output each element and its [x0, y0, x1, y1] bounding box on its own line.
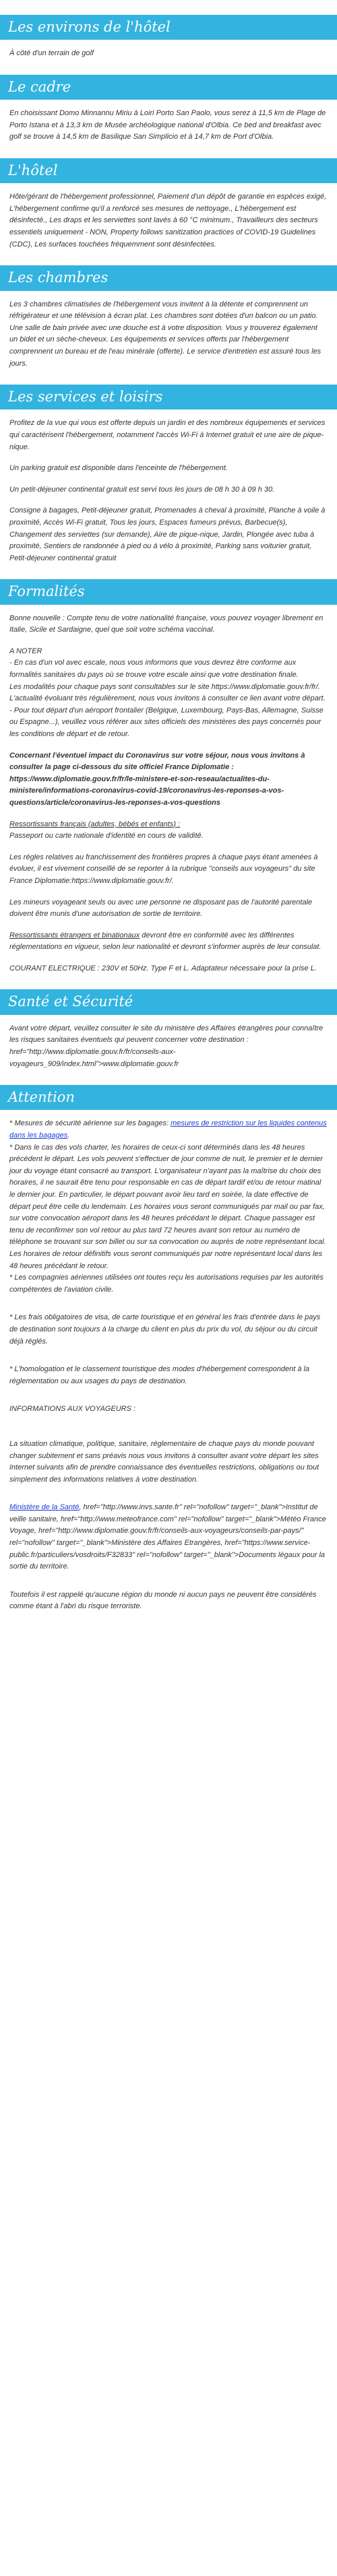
attention-p3: * Les compagnies aériennes utilisées ont toutes reçu les autorisations requises par les autorités compétentes de l'aviation civile. [9, 1274, 324, 1294]
chambres-text: Les 3 chambres climatisées de l'hébergement vous invitent à la détente et comprennent un réfrigérateur et une télévision à écran plat. Les chambres sont dotées d'un balcon ou un patio. Une salle de bain privée avec une douche est à votre disposition. Vous y trouverez également un bidet et un sèche-cheveux. Les équipements et services offerts par l'hébergement comprennent un bureau et de l'eau minérale (offerte). Le service d'entretien est assuré tous les jours. [9, 300, 321, 368]
section-title-cadre: Le cadre [0, 75, 337, 100]
formalites-note [9, 646, 328, 741]
services-item: Profitez de la vue qui vous est offerte depuis un jardin et des nombreux équipements et services qui caractérisent l'hébergement, notamment l'accès Wi-Fi à Internet gratuit et une aire de pique-nique. [9, 419, 326, 451]
ressortissants-text: Passeport ou carte nationale d'identité en cours de validité. [9, 832, 204, 840]
section-sante [0, 989, 337, 1070]
attention-p2: * Dans le cas des vols charter, les horaires de ceux-ci sont déterminés dans les 48 heures précédent le départ. Les vols peuvent s'effectuer de jour comme de nuit, le premier et le dernier jour du voyage étant consacré au transport. L'organisateur n'ayant pas la maîtrise du choix des horaires, il ne saurait être tenu pour responsable en cas de départ tardif et/ou de retour matinal le dernier jour. En particulier, le départ pouvant avoir lieu tard en soirée, la date effective de départ peut être celle du lendemain. Les horaires vous seront communiqués par mail ou par fax, sur votre convocation aéroport dans les 48 heures précédant le départ. Chaque passager est tenu de reconfirmer son vol retour au plus tard 72 heures avant son retour au numéro de téléphone se trouvant sur son billet ou sur sa convocation ou auprès de notre représentant local. Les horaires de retour définitifs vous seront communiqués par notre représentant local dans les 48 heures précédant le retour. [9, 1143, 326, 1270]
cadre-text: En choisissant Domo Minnannu Miriu à Loiri Porto San Paolo, vous serez à 11,5 km de Plage de Porto Istana et à 13,3 km de Musée archéologique national d'Olbia. Ce bed and breakfast avec golf se trouve à 14,5 km de Basilique San Simplicio et à 14,7 km de Port d'Olbia. [9, 109, 326, 141]
section-title-services: Les services et loisirs [0, 385, 337, 409]
formalites-note-line: Les modalités pour chaque pays sont consultables sur le site https://www.diplomatie.gouv.fr/fr/. L'actualité évoluant très régulièrement, nous vous invitons à consulter ce lien avant votre départ. [9, 682, 326, 703]
section-title-environs: Les environs de l'hôtel [0, 15, 337, 40]
section-title-sante: Santé et Sécurité [0, 989, 337, 1014]
attention-p1-prefix: * Mesures de sécurité aérienne sur les bagages: [9, 1119, 171, 1128]
section-attention [0, 1085, 337, 1613]
services-list [9, 418, 328, 564]
attention-p4: * Les frais obligatoires de visa, de carte touristique et en général les frais d'entrée dans le pays de destination sont toujours à la charge du client en plus du prix du vol, du séjour ou du circuit déjà réglés. [9, 1313, 321, 1346]
formalites-mineurs: Les mineurs voyageant seuls ou avec une personne ne disposant pas de l'autorité parentale doivent être munis d'une autorisation de sortie de territoire. [9, 898, 313, 919]
ministere-sante-link[interactable]: Ministère de la Santé [9, 1503, 80, 1512]
formalites-note-title: A NOTER [9, 647, 42, 655]
attention-p9: Toutefois il est rappelé qu'aucune région du monde ni aucun pays ne peuvent être considérés comme étant à l'abri du risque terroriste. [9, 1590, 317, 1611]
formalites-note-line: - En cas d'un vol avec escale, nous vous informons que vous devrez être conforme aux formalités sanitaires du pays où se trouve votre escale ainsi que votre destination finale. [9, 659, 299, 679]
section-services [0, 385, 337, 564]
attention-p7: La situation climatique, politique, sanitaire, réglementaire de chaque pays du monde pouvant changer subitement et sans préavis nous vous invitons à consulter avant votre départ les sites Internet suivants afin de prendre connaissance des éventuelles restrictions, obligations ou tout simplement des informations relatives à votre destination. [9, 1439, 319, 1484]
hotel-text: Hôte/gérant de l'hébergement professionnel, Paiement d'un dépôt de garantie en espèces exigé, L'hébergement confirme qu'il a renforcé ses mesures de nettoyage., L'hébergement est désinfecté., Les draps et les serviettes sont lavés à 60 °C minimum., Travailleurs des secteurs essentiels uniquement - NON, Property follows sanitization practices of COVID-19 Guidelines (CDC), Les surfaces touchées fréquemment sont désinfectées. [9, 193, 327, 249]
attention-p5: * L'homologation et le classement touristique des modes d'hébergement correspondent à la réglementation ou aux usages du pays de destination. [9, 1365, 310, 1385]
ressortissants-label: Ressortissants français (adultes, bébés et enfants) : [9, 820, 181, 828]
etrangers-text: devront être en conformité avec les différentes réglementations en vigueur, selon leur nationalité et devront s'informer auprès de leur consulat. [9, 931, 321, 952]
section-chambres [0, 265, 337, 370]
bagages-restriction-link[interactable]: mesures de restriction sur les liquides contenus dans les bagages [9, 1119, 327, 1140]
section-hotel [0, 158, 337, 251]
attention-p8-rest: , href="http://www.invs.sante.fr" rel="nofollow" target="_blank">Institut de veille sanitaire, href="http://www.meteofrance.com" rel="nofollow" target="_blank">Météo France Voyage, href="http://www.diplomatie.gouv.fr/fr/conseils-aux-voyageurs/conseils-par-pays/" rel="nofollow" target="_blank">Ministère des Affaires Etrangères, href="https://www.service-public.fr/particuliers/vosdroits/F32833" rel="nofollow" target="_blank">Documents légaux pour la sortie du territoire. [9, 1503, 326, 1571]
section-title-chambres: Les chambres [0, 265, 337, 290]
attention-p6: INFORMATIONS AUX VOYAGEURS : [9, 1405, 136, 1414]
services-item: Un parking gratuit est disponible dans l'enceinte de l'hébergement. [9, 464, 228, 473]
section-cadre [0, 75, 337, 143]
formalites-regles: Les règles relatives au franchissement des frontières propres à chaque pays étant amenées à évoluer, il est vivement conseillé de se reporter à la rubrique "conseils aux voyageurs" du site France Diplomatie:https://www.diplomatie.gouv.fr/. [9, 853, 318, 885]
environs-text: À côté d'un terrain de golf [9, 49, 94, 58]
formalites-intro: Bonne nouvelle : Compte tenu de votre nationalité française, vous pouvez voyager librement en Italie, Sicile et Sardaigne, quel que soit votre schéma vaccinal. [9, 614, 324, 634]
attention-p1-suffix: . [67, 1131, 70, 1140]
formalites-courant: COURANT ELECTRIQUE : 230V et 50Hz. Type F et L. Adaptateur nécessaire pour la prise L. [9, 964, 317, 972]
etrangers-label: Ressortissants étrangers et binationaux [9, 931, 140, 939]
sante-text: Avant votre départ, veuillez consulter le site du ministère des Affaires étrangères pour connaître les risques sanitaires éventuels qui peuvent concerner votre destination : href="http://www.diplomatie.gouv.fr/fr/conseils-aux-voyageurs_909/index.html">www.diplomatie.gouv.fr [9, 1024, 324, 1068]
services-item: Consigne à bagages, Petit-déjeuner gratuit, Promenades à cheval à proximité, Planche à voile à proximité, Accès Wi-Fi gratuit, Tous les jours, Espaces fumeurs prévus, Barbecue(s), Changement des serviettes (sur demande), Aire de pique-nique, Jardin, Plongée avec tuba à proximité, Sentiers de randonnée à pied ou à vélo à proximité, Parking sans voiturier gratuit, Petit-déjeuner continental gratuit [9, 506, 326, 562]
section-formalites [0, 579, 337, 975]
services-item: Un petit-déjeuner continental gratuit est servi tous les jours de 08 h 30 à 09 h 30. [9, 485, 275, 494]
section-title-hotel: L'hôtel [0, 158, 337, 183]
section-title-attention: Attention [0, 1085, 337, 1110]
section-environs [0, 15, 337, 60]
formalites-note-line: - Pour tout départ d'un aéroport frontalier (Belgique, Luxembourg, Pays-Bas, Allemagne, Suisse ou Espagne...), veuillez vous référer aux sites officiels des ministères des pays concernés pour les conditions de départ et de retour. [9, 706, 324, 738]
section-title-formalites: Formalités [0, 579, 337, 604]
formalites-covid: Concernant l'éventuel impact du Coronavirus sur votre séjour, nous vous invitons à consulter la page ci-dessous du site officiel France Diplomatie : https://www.diplomatie.gouv.fr/fr/le-ministere-et-son-reseau/actualites-du-ministere/informations-coronavirus-covid-19/coronavirus-les-reponses-a-vos-questions/article/coronavirus-les-reponses-a-vos-questions [9, 751, 305, 807]
